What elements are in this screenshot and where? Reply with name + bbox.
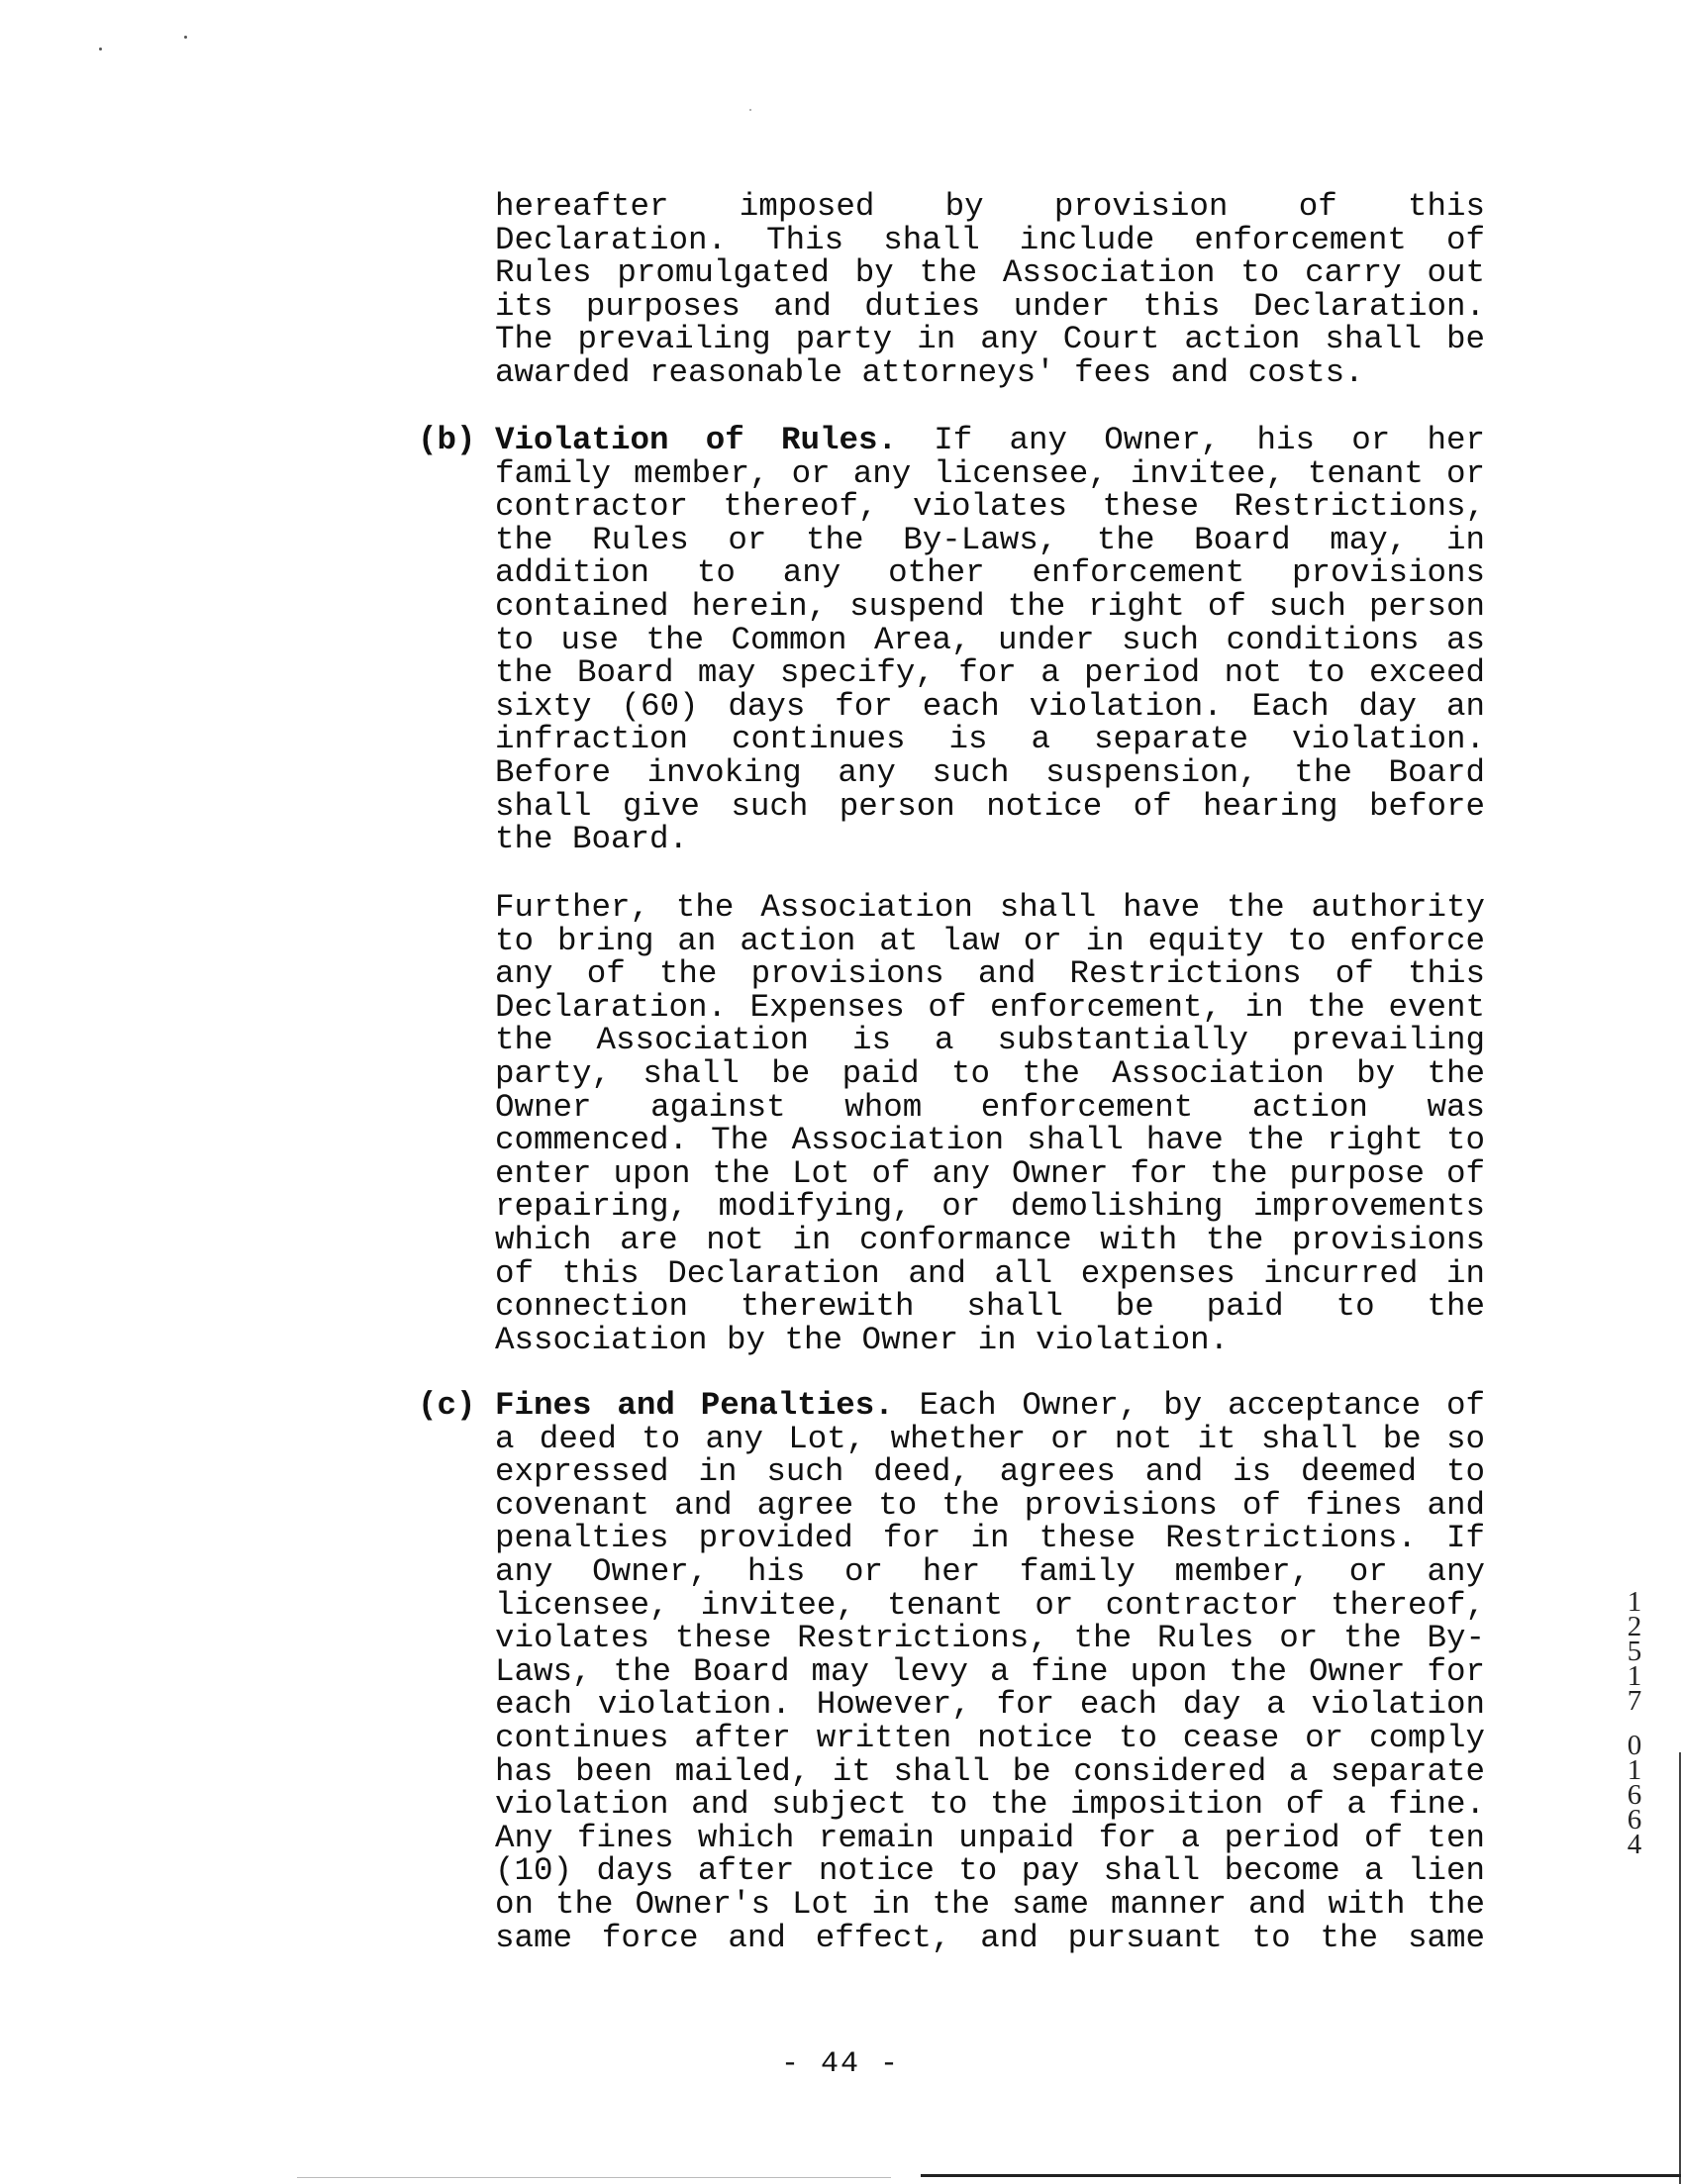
text-line: of this Declaration and all expenses incurred in — [495, 1254, 1485, 1292]
text-line: (10) days after notice to pay shall become a lien — [495, 1852, 1485, 1890]
text-line: covenant and agree to the provisions of fines and — [495, 1486, 1485, 1524]
text-line: infraction continues is a separate violation. — [495, 721, 1485, 758]
text-line: a deed to any Lot, whether or not it shall be so — [495, 1420, 1485, 1457]
text-line: any Owner, his or her family member, or any — [495, 1552, 1485, 1590]
section-c-first-line-text: Each Owner, by acceptance of — [919, 1387, 1485, 1424]
stamp-digit: 6 — [1627, 1804, 1642, 1836]
text-line: sixty (60) days for each violation. Each day an — [495, 687, 1485, 725]
stamp-digit: 6 — [1627, 1779, 1642, 1811]
text-line: connection therewith shall be paid to the — [495, 1288, 1485, 1326]
text-line: to bring an action at law or in equity to enforce — [495, 922, 1485, 959]
section-b-paragraph — [495, 424, 1485, 856]
stamp-digit: 4 — [1627, 1829, 1642, 1860]
text-line: party, shall be paid to the Association by the — [495, 1054, 1485, 1092]
text-line: licensee, invitee, tenant or contractor thereof, — [495, 1586, 1485, 1624]
text-line: shall give such person notice of hearing before — [495, 787, 1485, 825]
text-line: Rules promulgated by the Association to carry out — [495, 254, 1485, 292]
text-line: continues after written notice to cease or comply — [495, 1719, 1485, 1756]
scan-speck — [99, 48, 102, 50]
text-line: its purposes and duties under this Declaration. — [495, 287, 1485, 325]
text-line: The prevailing party in any Court action shall be — [495, 321, 1485, 358]
stamp-digit: 5 — [1627, 1636, 1642, 1667]
continuation-paragraph — [495, 190, 1485, 390]
text-line: Further, the Association shall have the authority — [495, 889, 1485, 926]
text-line: the Board may specify, for a period not to exceed — [495, 654, 1485, 692]
section-b-label: (b) — [418, 422, 476, 458]
scan-speck — [184, 36, 187, 39]
text-line: to use the Common Area, under such conditions as — [495, 621, 1485, 658]
text-line: contained herein, suspend the right of such person — [495, 587, 1485, 625]
text-line: each violation. However, for each day a violation — [495, 1686, 1485, 1724]
text-line: any of the provisions and Restrictions of this — [495, 955, 1485, 993]
section-c-heading: Fines and Penalties. — [495, 1387, 894, 1424]
section-b-heading: Violation of Rules. — [495, 422, 898, 458]
scan-speck — [749, 109, 751, 111]
section-c-label: (c) — [418, 1387, 476, 1424]
scan-edge-line — [921, 2174, 1681, 2177]
text-line: repairing, modifying, or demolishing improvements — [495, 1188, 1485, 1226]
text-line: family member, or any licensee, invitee, tenant or — [495, 454, 1485, 492]
stamp-digit: 1 — [1627, 1660, 1642, 1692]
text-line: same force and effect, and pursuant to the same — [495, 1919, 1485, 1956]
text-line: enter upon the Lot of any Owner for the purpose of — [495, 1154, 1485, 1192]
stamp-digit: 7 — [1627, 1685, 1642, 1717]
text-line: Declaration. This shall include enforcement of — [495, 221, 1485, 258]
section-b-first-line-text: If any Owner, his or her — [934, 422, 1485, 458]
text-line: the Board. — [495, 821, 689, 858]
text-line: the Rules or the By-Laws, the Board may, in — [495, 521, 1485, 558]
book-page-stamp — [1620, 1586, 1649, 1860]
stamp-digit: 1 — [1627, 1586, 1642, 1618]
text-line: expressed in such deed, agrees and is deemed to — [495, 1453, 1485, 1491]
scan-edge-line — [297, 2177, 891, 2178]
text-line: commenced. The Association shall have the right to — [495, 1122, 1485, 1159]
text-line: penalties provided for in these Restrictions. If — [495, 1520, 1485, 1557]
text-line: the Association is a substantially prevailing — [495, 1022, 1485, 1059]
section-b-first-line — [495, 424, 1485, 457]
text-line: Any fines which remain unpaid for a period of ten — [495, 1819, 1485, 1856]
text-line: violates these Restrictions, the Rules or the By- — [495, 1620, 1485, 1657]
text-line: violation and subject to the imposition of a fine. — [495, 1786, 1485, 1824]
stamp-digit: 2 — [1627, 1611, 1642, 1642]
text-line: Laws, the Board may levy a fine upon the Owner for — [495, 1652, 1485, 1690]
text-line: on the Owner's Lot in the same manner and with the — [495, 1885, 1485, 1923]
text-line: awarded reasonable attorneys' fees and costs. — [495, 353, 1364, 391]
text-line: has been mailed, it shall be considered a separate — [495, 1752, 1485, 1790]
page-number: - 44 - — [780, 2047, 901, 2081]
text-line: hereafter imposed by provision of this — [495, 188, 1485, 225]
text-line: Before invoking any such suspension, the Board — [495, 753, 1485, 791]
text-line: which are not in conformance with the provisions — [495, 1221, 1485, 1258]
section-c-first-line — [495, 1389, 1485, 1423]
section-c-paragraph — [495, 1389, 1485, 1954]
text-line: Owner against whom enforcement action was — [495, 1088, 1485, 1126]
text-line: Declaration. Expenses of enforcement, in the event — [495, 988, 1485, 1026]
further-paragraph — [495, 891, 1485, 1356]
text-line: contractor thereof, violates these Restrictions, — [495, 488, 1485, 526]
text-line: Association by the Owner in violation. — [495, 1321, 1230, 1358]
stamp-digit: 0 — [1627, 1730, 1642, 1761]
stamp-digit: 1 — [1627, 1754, 1642, 1786]
text-line: addition to any other enforcement provisions — [495, 554, 1485, 592]
